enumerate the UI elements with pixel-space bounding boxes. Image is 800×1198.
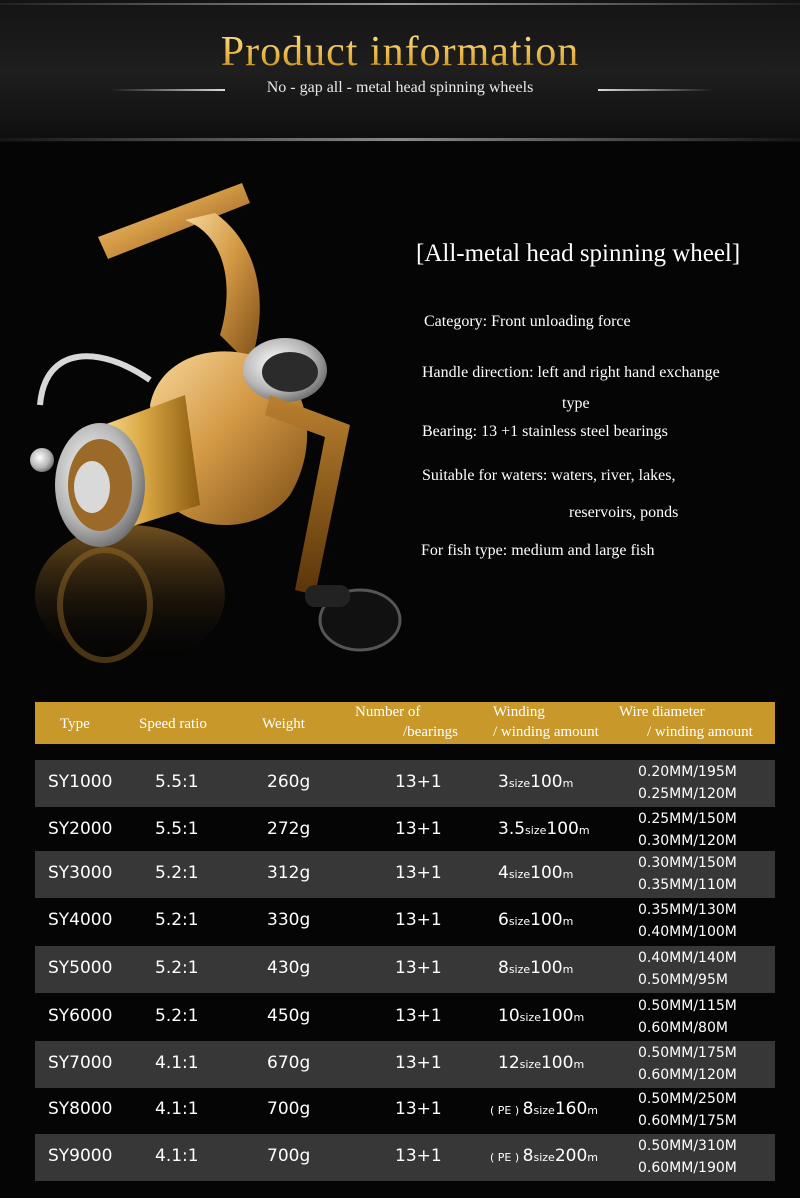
header-wire-diameter: Wire diameter (619, 704, 705, 720)
cell-bearings: 13+1 (395, 819, 442, 839)
cell-wire-diameter (638, 947, 737, 991)
cell-wire-line-2: 0.30MM/120M (638, 833, 737, 849)
cell-winding-prefix: ( PE ) (490, 1104, 523, 1117)
cell-bearings: 13+1 (395, 772, 442, 792)
cell-model: SY9000 (48, 1146, 113, 1166)
cell-weight-unit: g (299, 1099, 311, 1119)
cell-weight-value: 670 (267, 1053, 300, 1073)
cell-speed-ratio: 4.1:1 (155, 1146, 199, 1166)
cell-winding-length-unit: m (587, 1151, 598, 1164)
cell-weight-value: 700 (267, 1099, 300, 1119)
cell-weight-value: 430 (267, 958, 300, 978)
cell-wire-line-1: 0.50MM/250M (638, 1091, 737, 1107)
header-bottom-rule (0, 138, 800, 141)
cell-weight-unit: g (299, 1006, 311, 1026)
cell-winding (490, 1146, 598, 1166)
spec-fish-type: For fish type: medium and large fish (421, 542, 655, 559)
cell-winding-length-unit: m (573, 1011, 585, 1024)
cell-winding-length-unit: m (562, 868, 574, 881)
table-row (35, 898, 775, 945)
table-header (35, 702, 775, 744)
spec-waters: Suitable for waters: waters, river, lakes, (422, 467, 676, 484)
cell-weight-value: 260 (267, 772, 300, 792)
cell-weight-value: 312 (267, 863, 300, 883)
header-speed-ratio: Speed ratio (139, 716, 207, 732)
cell-wire-line-2: 0.60MM/80M (638, 1020, 728, 1036)
reel-handle-grip (305, 585, 350, 607)
cell-bearings: 13+1 (395, 1053, 442, 1073)
spec-bearing: Bearing: 13 +1 stainless steel bearings (422, 423, 668, 440)
cell-weight (267, 1146, 310, 1166)
header-bearings: Number of (355, 704, 421, 720)
cell-model: SY3000 (48, 863, 113, 883)
header-type: Type (60, 716, 90, 732)
spinning-reel-image (20, 175, 420, 695)
cell-winding (498, 1006, 584, 1026)
cell-winding-size: 3.5 (498, 819, 526, 839)
cell-weight (267, 1053, 310, 1073)
cell-model: SY4000 (48, 910, 113, 930)
reel-bail-wire (40, 356, 150, 405)
cell-winding-length: 100 (546, 819, 579, 839)
cell-winding (498, 772, 573, 792)
cell-weight (267, 819, 310, 839)
header-wire-diameter-cont: / winding amount (647, 724, 753, 740)
cell-wire-line-2: 0.40MM/100M (638, 924, 737, 940)
cell-winding-size-word: size (519, 1058, 541, 1071)
cell-model: SY2000 (48, 819, 113, 839)
cell-winding-size: 8 (498, 958, 509, 978)
cell-wire-diameter (638, 1042, 737, 1086)
cell-weight-unit: g (299, 772, 311, 792)
cell-model: SY8000 (48, 1099, 113, 1119)
cell-winding-length-unit: m (562, 777, 574, 790)
cell-model: SY7000 (48, 1053, 113, 1073)
cell-wire-line-1: 0.35MM/130M (638, 902, 737, 918)
cell-winding-size: 6 (498, 910, 509, 930)
table-row (35, 851, 775, 898)
cell-wire-line-2: 0.60MM/190M (638, 1160, 737, 1176)
cell-bearings: 13+1 (395, 1099, 442, 1119)
cell-speed-ratio: 5.2:1 (155, 863, 199, 883)
cell-speed-ratio: 5.5:1 (155, 819, 199, 839)
cell-model: SY1000 (48, 772, 113, 792)
cell-wire-line-1: 0.25MM/150M (638, 811, 737, 827)
cell-winding-size-word: size (533, 1151, 555, 1164)
cell-wire-diameter (638, 808, 737, 852)
header-winding: Winding (493, 704, 545, 720)
cell-winding (498, 819, 590, 839)
cell-bearings: 13+1 (395, 910, 442, 930)
cell-weight (267, 958, 310, 978)
cell-speed-ratio: 5.5:1 (155, 772, 199, 792)
cell-winding-size: 10 (498, 1006, 520, 1026)
cell-winding-size-word: size (508, 963, 531, 976)
cell-winding-length-unit: m (587, 1104, 598, 1117)
cell-weight (267, 772, 310, 792)
cell-bearings: 13+1 (395, 1146, 442, 1166)
spec-waters-cont: reservoirs, ponds (569, 504, 679, 521)
header-winding-cont: / winding amount (493, 724, 599, 740)
table-row (35, 1134, 775, 1181)
cell-wire-diameter (638, 995, 737, 1039)
cell-wire-line-1: 0.50MM/175M (638, 1045, 737, 1061)
page-title: Product information (0, 28, 800, 76)
cell-winding-length-unit: m (562, 963, 574, 976)
cell-wire-line-2: 0.25MM/120M (638, 786, 737, 802)
cell-wire-line-2: 0.50MM/95M (638, 972, 728, 988)
cell-winding-length-unit: m (578, 824, 590, 837)
cell-weight (267, 863, 310, 883)
spec-category: Category: Front unloading force (424, 313, 631, 330)
cell-wire-line-2: 0.60MM/175M (638, 1113, 737, 1129)
cell-bearings: 13+1 (395, 863, 442, 883)
cell-speed-ratio: 5.2:1 (155, 1006, 199, 1026)
cell-weight-unit: g (299, 1053, 311, 1073)
spec-handle-direction-cont: type (562, 395, 590, 412)
reel-stem (185, 213, 260, 365)
reel-drag-knob (74, 461, 110, 513)
table-row (35, 760, 775, 807)
cell-wire-line-1: 0.50MM/115M (638, 998, 737, 1014)
cell-weight (267, 910, 310, 930)
cell-winding-length: 100 (540, 1006, 574, 1026)
cell-wire-line-1: 0.30MM/150M (638, 855, 737, 871)
subtitle-rule-right (598, 89, 713, 91)
cell-wire-line-1: 0.50MM/310M (638, 1138, 737, 1154)
cell-winding (498, 910, 573, 930)
cell-winding-size: 12 (498, 1053, 520, 1073)
table-row (35, 994, 775, 1041)
page-subtitle: No - gap all - metal head spinning wheels (266, 79, 534, 96)
cell-winding-length: 100 (530, 863, 563, 883)
cell-weight-unit: g (299, 958, 311, 978)
cell-winding-size: 4 (498, 863, 509, 883)
spec-handle-direction: Handle direction: left and right hand exchange (422, 364, 720, 381)
cell-winding-size: 8 (522, 1146, 534, 1166)
cell-weight-value: 450 (267, 1006, 300, 1026)
cell-wire-diameter (638, 852, 737, 896)
cell-wire-line-1: 0.20MM/195M (638, 764, 737, 780)
cell-bearings: 13+1 (395, 958, 442, 978)
header-weight: Weight (262, 716, 305, 732)
cell-winding-size-word: size (519, 1011, 541, 1024)
header-bearings-cont: /bearings (403, 724, 458, 740)
cell-speed-ratio: 4.1:1 (155, 1053, 199, 1073)
cell-speed-ratio: 4.1:1 (155, 1099, 199, 1119)
cell-winding-size-word: size (525, 824, 547, 837)
cell-winding-length: 100 (530, 958, 563, 978)
cell-weight-value: 330 (267, 910, 300, 930)
reel-rear-cap-inner (262, 352, 318, 392)
cell-speed-ratio: 5.2:1 (155, 958, 199, 978)
cell-winding (498, 1053, 584, 1073)
reel-bail-knob (30, 448, 54, 472)
cell-winding-size-word: size (508, 777, 531, 790)
cell-winding-size-word: size (508, 868, 531, 881)
cell-wire-line-2: 0.60MM/120M (638, 1067, 737, 1083)
cell-winding-length: 160 (554, 1099, 588, 1119)
cell-weight (267, 1099, 310, 1119)
table-row (35, 946, 775, 993)
cell-model: SY6000 (48, 1006, 113, 1026)
cell-winding-length: 100 (530, 910, 563, 930)
cell-winding-prefix: ( PE ) (490, 1151, 523, 1164)
cell-wire-diameter (638, 1088, 737, 1132)
cell-winding-length: 100 (540, 1053, 574, 1073)
cell-winding-size: 3 (498, 772, 509, 792)
header-top-rule (0, 3, 800, 5)
cell-speed-ratio: 5.2:1 (155, 910, 199, 930)
cell-wire-diameter (638, 899, 737, 943)
cell-winding-size-word: size (533, 1104, 555, 1117)
cell-winding-length: 200 (554, 1146, 588, 1166)
table-row (35, 1041, 775, 1088)
cell-winding (498, 863, 573, 883)
table-row (35, 807, 775, 854)
cell-winding (498, 958, 573, 978)
cell-winding-length-unit: m (562, 915, 574, 928)
cell-weight-value: 272 (267, 819, 300, 839)
cell-winding-size-word: size (508, 915, 531, 928)
table-row (35, 1087, 775, 1134)
cell-wire-line-1: 0.40MM/140M (638, 950, 737, 966)
cell-winding-size: 8 (522, 1099, 534, 1119)
cell-weight-value: 700 (267, 1146, 300, 1166)
cell-wire-diameter (638, 761, 737, 805)
cell-winding (490, 1099, 598, 1119)
cell-winding-length: 100 (530, 772, 563, 792)
cell-wire-line-2: 0.35MM/110M (638, 877, 737, 893)
cell-weight (267, 1006, 310, 1026)
cell-weight-unit: g (299, 910, 311, 930)
cell-weight-unit: g (299, 1146, 311, 1166)
product-heading: [All-metal head spinning wheel] (416, 240, 741, 267)
cell-weight-unit: g (299, 863, 311, 883)
cell-wire-diameter (638, 1135, 737, 1179)
cell-model: SY5000 (48, 958, 113, 978)
cell-bearings: 13+1 (395, 1006, 442, 1026)
cell-weight-unit: g (299, 819, 311, 839)
cell-winding-length-unit: m (573, 1058, 585, 1071)
